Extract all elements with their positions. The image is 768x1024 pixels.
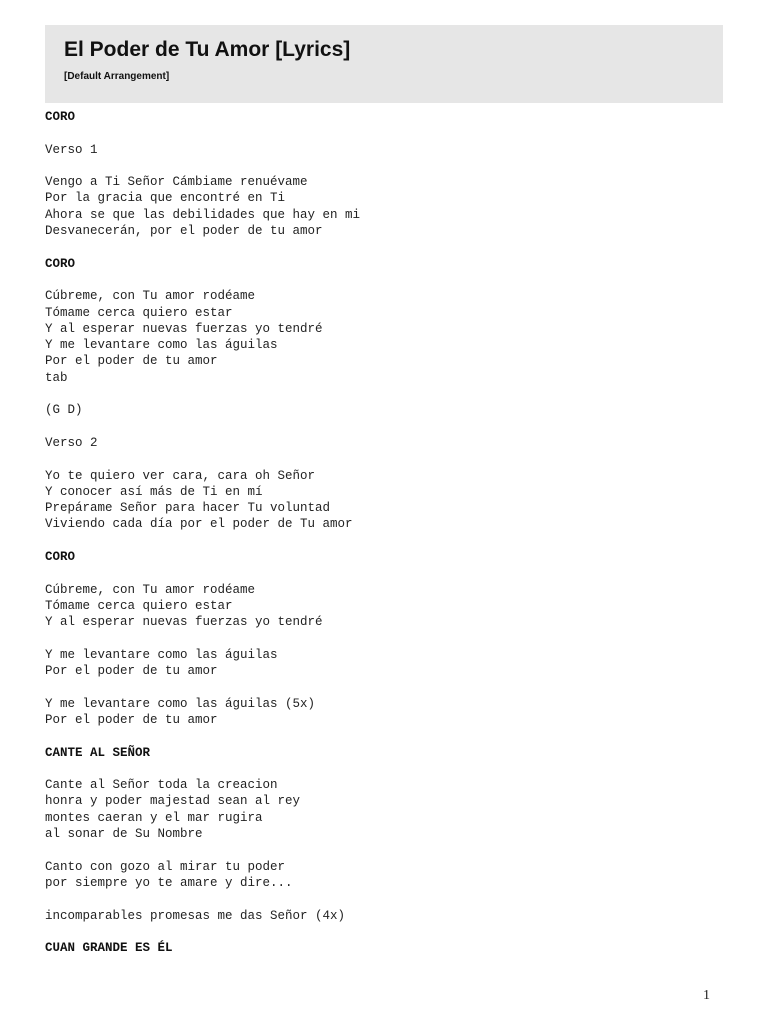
lyric-line: Verso 2 bbox=[45, 435, 98, 450]
section-heading-text: CORO bbox=[45, 110, 76, 124]
lyrics-body bbox=[45, 109, 735, 973]
section-heading bbox=[45, 745, 735, 761]
lyric-line: Viviendo cada día por el poder de Tu amor bbox=[45, 517, 353, 532]
section-heading-text: CORO bbox=[45, 256, 76, 271]
lyric-line: Tómame cerca quiero estar bbox=[45, 598, 233, 613]
document-header bbox=[45, 25, 723, 103]
section-heading bbox=[45, 256, 735, 272]
section-heading-text: CANTE AL SEÑOR bbox=[45, 745, 151, 760]
lyrics-stanza bbox=[45, 174, 735, 239]
section-heading-text: CORO bbox=[45, 550, 76, 565]
lyric-line: Por la gracia que encontré en Ti bbox=[45, 191, 286, 206]
lyric-line: Vengo a Ti Señor Cámbiame renuévame bbox=[45, 175, 308, 190]
lyric-line: Tómame cerca quiero estar bbox=[45, 305, 233, 320]
lyrics-stanza bbox=[45, 142, 735, 158]
lyric-line: Y al esperar nuevas fuerzas yo tendré bbox=[45, 321, 323, 336]
section-heading bbox=[45, 940, 735, 956]
lyric-line: Y me levantare como las águilas bbox=[45, 338, 278, 353]
lyric-line: Ahora se que las debilidades que hay en mi bbox=[45, 207, 361, 222]
lyric-line: (G D) bbox=[45, 403, 83, 418]
lyric-line: Cante al Señor toda la creacion bbox=[45, 778, 278, 793]
lyric-line: Y me levantare como las águilas (5x) bbox=[45, 696, 316, 711]
lyrics-stanza bbox=[45, 468, 735, 533]
lyric-line: por siempre yo te amare y dire... bbox=[45, 875, 293, 890]
lyric-line: Yo te quiero ver cara, cara oh Señor bbox=[45, 468, 316, 483]
lyric-line: Cúbreme, con Tu amor rodéame bbox=[45, 289, 256, 304]
lyric-line: Por el poder de tu amor bbox=[45, 664, 218, 679]
lyrics-stanza bbox=[45, 435, 735, 451]
lyric-line: Y me levantare como las águilas bbox=[45, 647, 278, 662]
lyric-line: Verso 1 bbox=[45, 142, 98, 157]
lyrics-stanza bbox=[45, 908, 735, 924]
lyric-line: honra y poder majestad sean al rey bbox=[45, 794, 301, 809]
lyric-line: Prepárame Señor para hacer Tu voluntad bbox=[45, 501, 331, 516]
section-heading bbox=[45, 549, 735, 565]
section-heading-text: CUAN GRANDE ES ÉL bbox=[45, 941, 173, 956]
arrangement-label: [Default Arrangement] bbox=[64, 71, 170, 82]
lyrics-stanza bbox=[45, 859, 735, 892]
section-heading bbox=[45, 109, 735, 125]
lyric-line: incomparables promesas me das Señor (4x) bbox=[45, 908, 346, 923]
lyrics-stanza bbox=[45, 777, 735, 842]
lyrics-stanza bbox=[45, 288, 735, 386]
lyric-line: Por el poder de tu amor bbox=[45, 354, 218, 369]
lyric-line: tab bbox=[45, 370, 68, 385]
lyrics-stanza bbox=[45, 647, 735, 680]
lyric-line: Y conocer así más de Ti en mí bbox=[45, 484, 263, 499]
document-title: El Poder de Tu Amor [Lyrics] bbox=[64, 38, 351, 61]
lyrics-stanza bbox=[45, 696, 735, 729]
lyric-line: montes caeran y el mar rugira bbox=[45, 810, 263, 825]
lyrics-stanza bbox=[45, 582, 735, 631]
lyric-line: Por el poder de tu amor bbox=[45, 712, 218, 727]
lyric-line: al sonar de Su Nombre bbox=[45, 827, 203, 842]
lyric-line: Y al esperar nuevas fuerzas yo tendré bbox=[45, 615, 323, 630]
lyric-line: Canto con gozo al mirar tu poder bbox=[45, 859, 286, 874]
lyric-line: Cúbreme, con Tu amor rodéame bbox=[45, 582, 256, 597]
page-number: 1 bbox=[703, 988, 710, 1003]
lyric-line: Desvanecerán, por el poder de tu amor bbox=[45, 224, 323, 239]
lyrics-stanza bbox=[45, 402, 735, 418]
